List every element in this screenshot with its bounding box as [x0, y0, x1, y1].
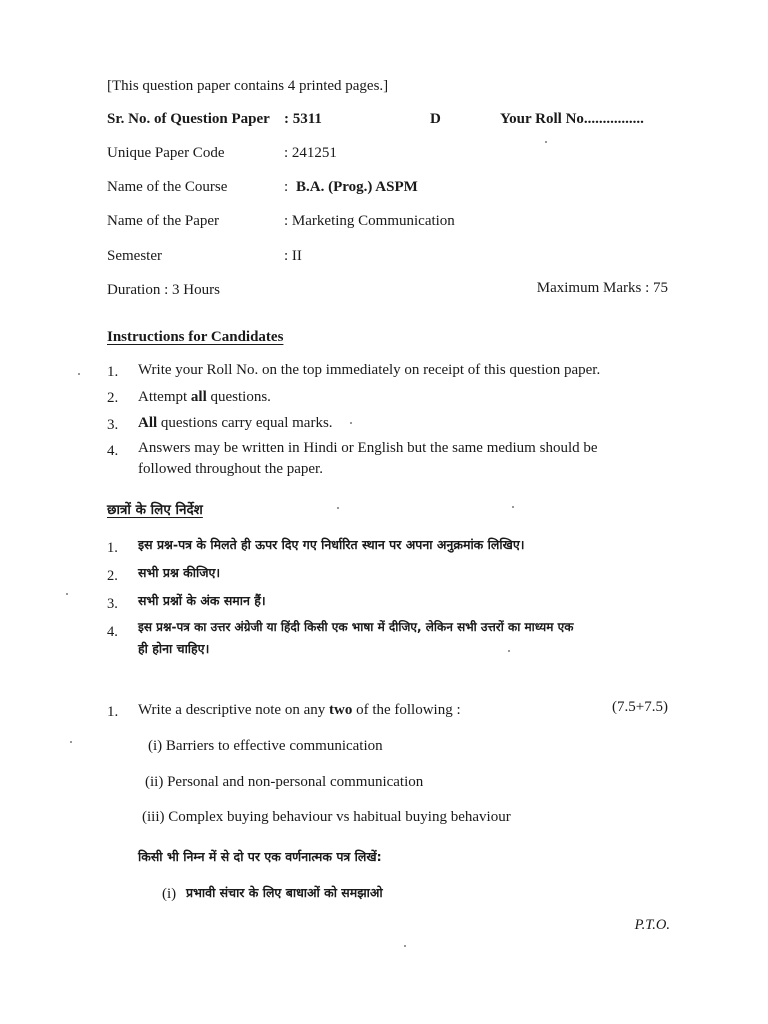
hindi-instruction-num: 3. [107, 596, 118, 612]
question-option: (ii) Personal and non-personal communication [145, 774, 424, 790]
instruction-text: Attempt all questions. [138, 389, 271, 405]
scan-speck [70, 741, 72, 743]
instruction-text: All questions carry equal marks. [138, 415, 333, 431]
hindi-instruction-text: सभी प्रश्नों के अंक समान हैं। [138, 593, 266, 608]
set-code: D [430, 111, 441, 127]
hindi-option-number: (i) [162, 886, 177, 902]
sr-no-value: : 5311 [284, 111, 322, 127]
hindi-instruction-num: 4. [107, 624, 118, 640]
course-label: Name of the Course [107, 179, 228, 195]
hindi-instruction-text: सभी प्रश्न कीजिए। [138, 565, 221, 580]
hindi-instructions-heading: छात्रों के लिए निर्देश [107, 502, 203, 518]
question-text: Write a descriptive note on any two of the following : [138, 702, 461, 718]
scan-speck [508, 650, 510, 652]
scan-speck [66, 593, 68, 595]
paper-name-label: Name of the Paper [107, 213, 220, 229]
max-marks: Maximum Marks : 75 [536, 280, 668, 296]
instructions-heading: Instructions for Candidates [107, 329, 284, 345]
paper-code-label: Unique Paper Code [107, 145, 225, 161]
question-option: (iii) Complex buying behaviour vs habitual buying behaviour [142, 809, 511, 825]
instruction-num: 1. [107, 364, 119, 380]
instruction-text: Answers may be written in Hindi or English but the same medium should be [138, 440, 598, 456]
instruction-text: Write your Roll No. on the top immediately on receipt of this question paper. [138, 362, 601, 378]
scan-speck [512, 506, 514, 508]
scan-speck [350, 422, 352, 424]
semester-label: Semester [107, 248, 162, 264]
course-colon: : [284, 179, 289, 195]
hindi-instruction-text: इस प्रश्न-पत्र का उत्तर अंग्रेजी या हिंदी किसी एक भाषा में दीजिए, लेकिन सभी उत्तरों का माध्यम एक [138, 620, 574, 634]
roll-no-label: Your Roll No................ [500, 111, 644, 127]
hindi-question-prompt: किसी भी निम्न में से दो पर एक वर्णनात्मक पत्र लिखें: [138, 849, 382, 864]
instruction-text-continued: followed throughout the paper. [138, 461, 323, 477]
question-option: (i) Barriers to effective communication [148, 738, 383, 754]
semester-value: : II [284, 248, 302, 264]
pto-marker: P.T.O. [634, 917, 670, 933]
sr-no-label: Sr. No. of Question Paper [107, 111, 270, 127]
duration: Duration : 3 Hours [107, 282, 220, 298]
instruction-num: 4. [107, 443, 119, 459]
paper-name-value: : Marketing Communication [284, 213, 455, 229]
hindi-instruction-num: 1. [107, 540, 118, 556]
scan-speck [545, 141, 547, 143]
pages-note: [This question paper contains 4 printed pages.] [107, 78, 389, 94]
question-number: 1. [107, 704, 119, 720]
hindi-instruction-text-continued: ही होना चाहिए। [138, 641, 210, 656]
course-value: B.A. (Prog.) ASPM [296, 179, 418, 195]
hindi-instruction-text: इस प्रश्न-पत्र के मिलते ही ऊपर दिए गए निर्धारित स्थान पर अपना अनुक्रमांक लिखिए। [138, 537, 525, 552]
instruction-num: 2. [107, 390, 119, 406]
hindi-instruction-num: 2. [107, 568, 118, 584]
instruction-num: 3. [107, 417, 119, 433]
question-marks: (7.5+7.5) [612, 699, 668, 715]
hindi-option-text: प्रभावी संचार के लिए बाधाओं को समझाओ [186, 885, 383, 900]
scan-speck [404, 945, 406, 947]
scan-speck [78, 373, 80, 375]
paper-code-value: : 241251 [284, 145, 337, 161]
scan-speck [337, 507, 339, 509]
